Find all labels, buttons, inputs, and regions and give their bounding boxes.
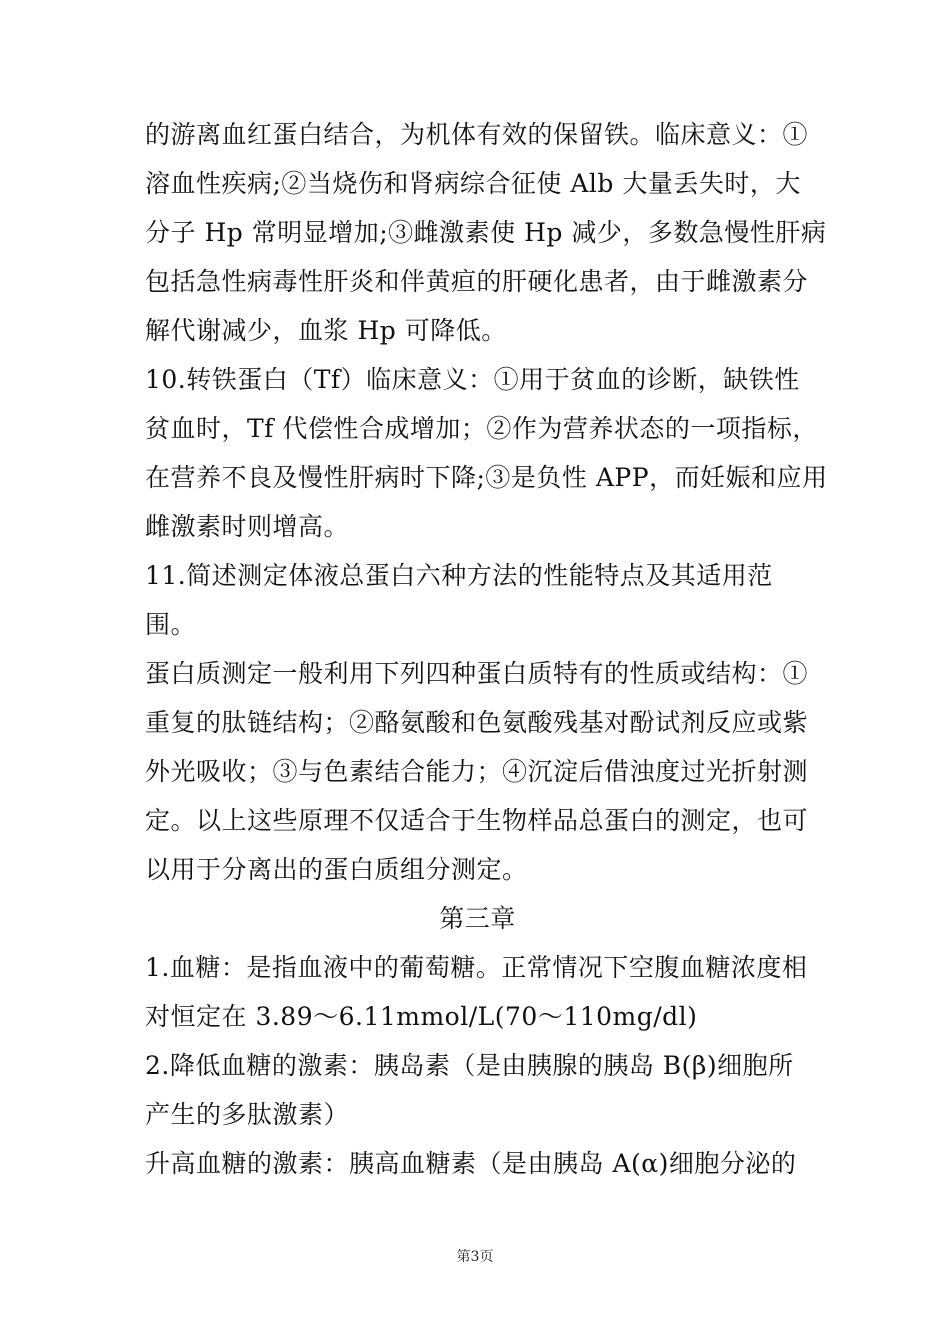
text-line: 外光吸收；③与色素结合能力；④沉淀后借浊度过光折射测 bbox=[145, 757, 809, 786]
text-line: 10.转铁蛋白（Tf）临床意义：①用于贫血的诊断，缺铁性 bbox=[145, 365, 800, 394]
text-line: 1.血糖：是指血液中的葡萄糖。正常情况下空腹血糖浓度相 bbox=[145, 953, 808, 982]
text-line: 产生的多肽激素） bbox=[145, 1100, 350, 1129]
text-line: 升高血糖的激素：胰高血糖素（是由胰岛 A(α)细胞分泌的 bbox=[145, 1149, 797, 1178]
chapter-heading: 第三章 bbox=[439, 904, 516, 933]
text-line: 贫血时，Tf 代偿性合成增加；②作为营养状态的一项指标， bbox=[145, 414, 818, 443]
text-line: 蛋白质测定一般利用下列四种蛋白质特有的性质或结构：① bbox=[145, 659, 809, 688]
text-line: 围。 bbox=[145, 610, 197, 639]
text-line: 以用于分离出的蛋白质组分测定。 bbox=[145, 855, 528, 884]
page-number: 第3页 bbox=[456, 1249, 494, 1265]
text-line: 雌激素时则增高。 bbox=[145, 512, 350, 541]
text-line: 溶血性疾病;②当烧伤和肾病综合征使 Alb 大量丢失时，大 bbox=[145, 169, 801, 198]
text-line: 的游离血红蛋白结合，为机体有效的保留铁。临床意义：① bbox=[145, 120, 809, 149]
text-line: 11.简述测定体液总蛋白六种方法的性能特点及其适用范 bbox=[145, 561, 773, 590]
text-line: 分子 Hp 常明显增加;③雌激素使 Hp 减少，多数急慢性肝病 bbox=[145, 218, 827, 247]
text-line: 在营养不良及慢性肝病时下降;③是负性 APP，而妊娠和应用 bbox=[145, 463, 828, 492]
text-line: 包括急性病毒性肝炎和伴黄疸的肝硬化患者，由于雌激素分 bbox=[145, 267, 809, 296]
document-body bbox=[145, 110, 828, 1188]
text-line: 对恒定在 3.89～6.11mmol/L(70～110mg/dl) bbox=[145, 1002, 698, 1031]
text-line: 2.降低血糖的激素：胰岛素（是由胰腺的胰岛 B(β)细胞所 bbox=[145, 1051, 794, 1080]
text-line: 定。以上这些原理不仅适合于生物样品总蛋白的测定，也可 bbox=[145, 806, 809, 835]
text-line: 解代谢减少，血浆 Hp 可降低。 bbox=[145, 316, 507, 345]
text-line: 重复的肽链结构；②酪氨酸和色氨酸残基对酚试剂反应或紫 bbox=[145, 708, 809, 737]
